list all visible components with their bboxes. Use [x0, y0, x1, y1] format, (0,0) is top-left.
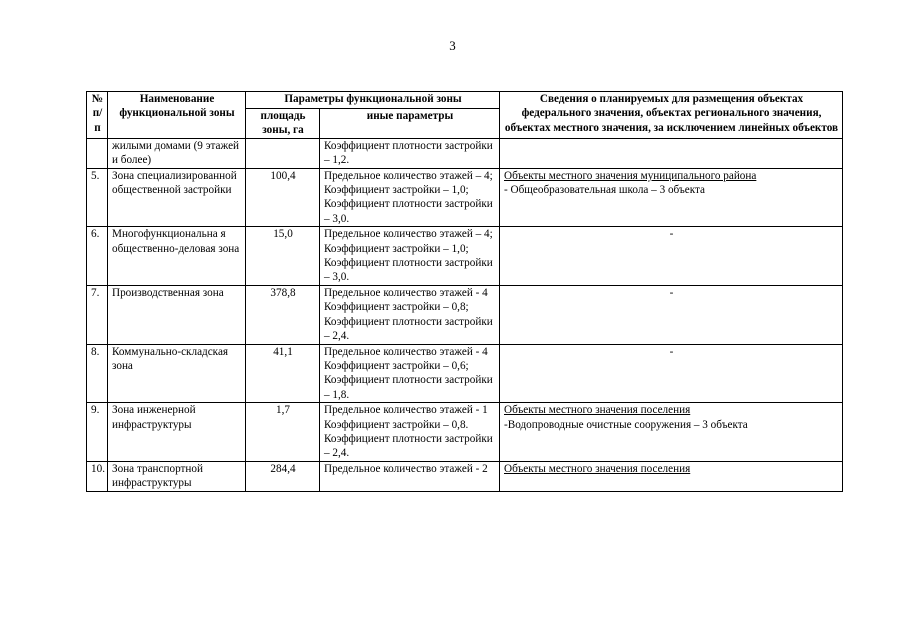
zone-name: Зона специализированной общественной застройки	[108, 168, 246, 227]
table-row	[87, 403, 843, 462]
zone-area	[246, 138, 320, 168]
planned-objects-category: Объекты местного значения поселения	[504, 462, 691, 475]
parameter-line: Предельное количество этажей - 2	[324, 462, 488, 475]
zone-name: Многофункциональна я общественно-деловая зона	[108, 227, 246, 286]
planned-object-item: -	[669, 345, 674, 358]
parameter-line: Коэффициент плотности застройки – 3,0.	[324, 198, 493, 225]
planned-objects	[500, 138, 843, 168]
parameter-line: Коэффициент плотности застройки – 3,0.	[324, 257, 493, 284]
header-planned-objects: Сведения о планируемых для размещения объектах федерального значения, объектах регионального значения, объектах местного значения, за исключением линейных объектов	[500, 92, 843, 139]
zone-area: 284,4	[246, 461, 320, 491]
zone-other-parameters	[320, 403, 500, 462]
planned-objects-category: Объекты местного значения муниципального района	[504, 169, 757, 182]
page-number: 3	[449, 38, 456, 53]
parameter-line: Коэффициент застройки – 1,0;	[324, 242, 469, 255]
parameter-line: Предельное количество этажей – 4;	[324, 228, 493, 241]
planned-objects	[500, 461, 843, 491]
zone-other-parameters	[320, 344, 500, 403]
row-number: 7.	[87, 285, 108, 344]
row-number: 6.	[87, 227, 108, 286]
planned-object-item: -	[669, 228, 674, 241]
zone-other-parameters	[320, 285, 500, 344]
planned-objects	[500, 344, 843, 403]
table-body	[87, 138, 843, 491]
zone-name: Зона инженерной инфраструктуры	[108, 403, 246, 462]
table-row	[87, 344, 843, 403]
planned-objects	[500, 403, 843, 462]
zone-other-parameters	[320, 168, 500, 227]
zone-area: 41,1	[246, 344, 320, 403]
planned-objects	[500, 285, 843, 344]
planned-object-item: - Общеобразовательная школа – 3 объекта	[504, 184, 706, 197]
parameter-line: Коэффициент плотности застройки – 2,4.	[324, 432, 493, 460]
parameter-line: Коэффициент плотности застройки – 1,8.	[324, 374, 493, 401]
parameter-line: Предельное количество этажей - 4	[324, 286, 488, 299]
row-number: 5.	[87, 168, 108, 227]
header-zone-name: Наименование функциональной зоны	[108, 92, 246, 139]
row-number: 9.	[87, 403, 108, 462]
row-number: 10.	[87, 461, 108, 491]
parameter-line: Предельное количество этажей – 4;	[324, 169, 493, 182]
planned-objects	[500, 227, 843, 286]
header-area: площадь зоны, га	[246, 109, 320, 139]
header-zone-parameters: Параметры функциональной зоны	[246, 92, 500, 109]
table-row	[87, 227, 843, 286]
functional-zones-table	[86, 91, 843, 492]
planned-objects	[500, 168, 843, 227]
zone-area: 378,8	[246, 285, 320, 344]
parameter-line: Коэффициент застройки – 0,8.	[324, 418, 469, 431]
zone-area: 1,7	[246, 403, 320, 462]
table-row	[87, 461, 843, 491]
parameter-line: Коэффициент застройки – 0,6;	[324, 359, 469, 372]
zone-area: 15,0	[246, 227, 320, 286]
header-num: № п/п	[87, 92, 108, 139]
planned-objects-category: Объекты местного значения поселения	[504, 404, 691, 417]
parameter-line: Предельное количество этажей - 1	[324, 404, 488, 417]
table-row	[87, 138, 843, 168]
row-number	[87, 138, 108, 168]
parameter-line: Коэффициент застройки – 1,0;	[324, 184, 469, 197]
row-number: 8.	[87, 344, 108, 403]
zone-other-parameters	[320, 461, 500, 491]
zone-name: жилыми домами (9 этажей и более)	[108, 138, 246, 168]
table-row	[87, 168, 843, 227]
planned-object-item: -Водопроводные очистные сооружения – 3 объекта	[504, 418, 748, 431]
zone-other-parameters	[320, 227, 500, 286]
parameter-line: Коэффициент плотности застройки – 2,4.	[324, 315, 493, 343]
parameter-line: Предельное количество этажей - 4	[324, 345, 488, 358]
table-row	[87, 285, 843, 344]
zone-area: 100,4	[246, 168, 320, 227]
zone-name: Зона транспортной инфраструктуры	[108, 461, 246, 491]
zone-other-parameters	[320, 138, 500, 168]
zone-name: Производственная зона	[108, 285, 246, 344]
parameter-line: Коэффициент плотности застройки – 1,2.	[324, 139, 493, 167]
parameter-line: Коэффициент застройки – 0,8;	[324, 301, 469, 314]
planned-object-item: -	[669, 286, 674, 299]
header-other-parameters: иные параметры	[320, 109, 500, 139]
zone-name: Коммунально-складская зона	[108, 344, 246, 403]
